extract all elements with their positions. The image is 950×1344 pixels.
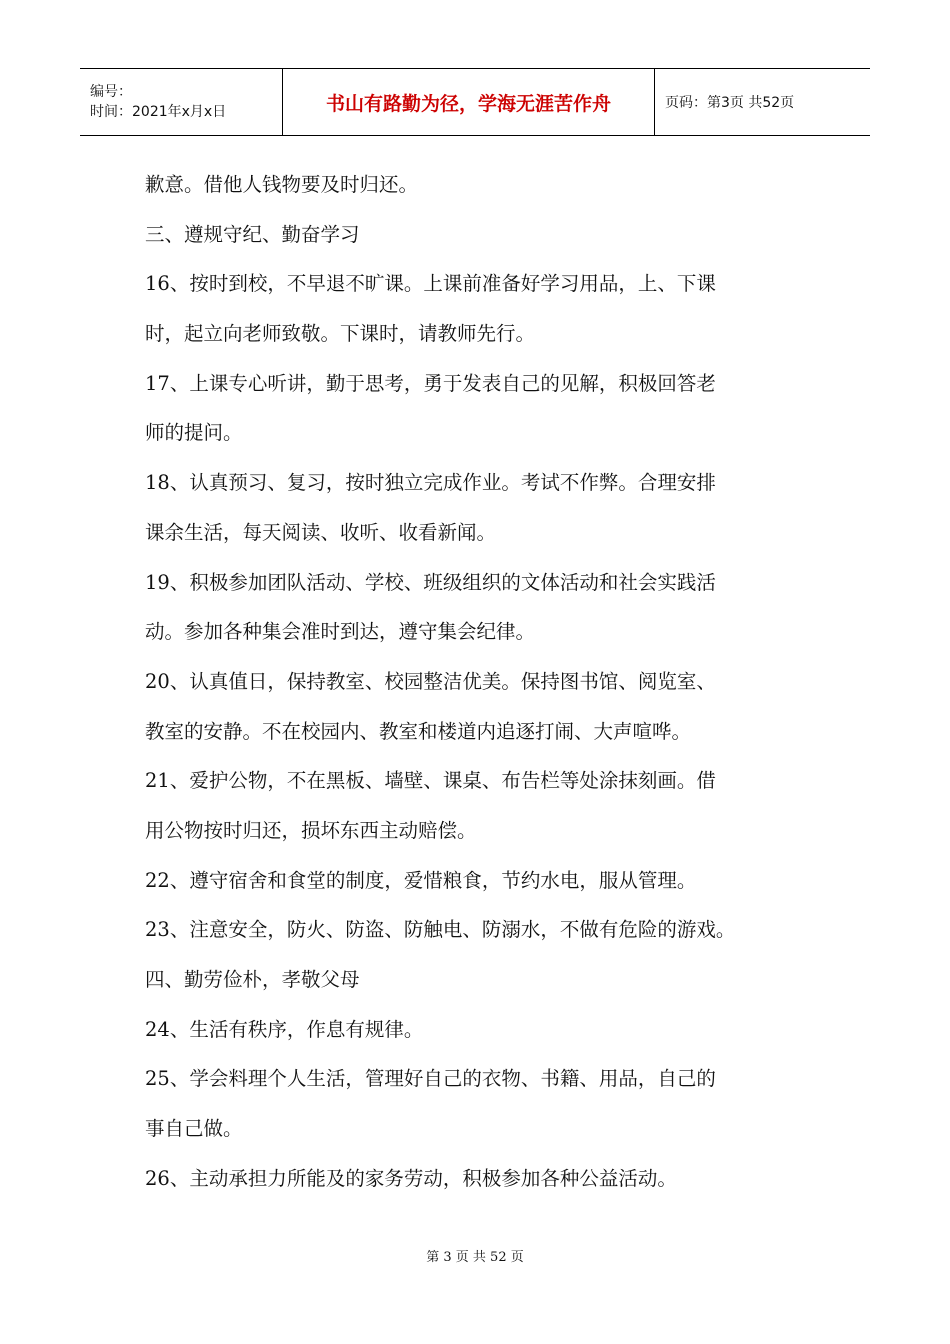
text-line: 时，起立向老师致敬。下课时，请教师先行。 xyxy=(145,322,536,346)
text-line: 歉意。借他人钱物要及时归还。 xyxy=(145,173,419,196)
document-date: 时间：2021年x月x日 xyxy=(90,104,227,120)
page-footer: 第 3 页 共 52 页 xyxy=(426,1250,524,1265)
header-motto: 书山有路勤为径，学海无涯苦作舟 xyxy=(325,92,611,115)
header-page-info: 页码：第3页 共52页 xyxy=(665,95,795,111)
text-line: 24、生活有秩序，作息有规律。 xyxy=(145,1017,424,1041)
text-line: 17、上课专心听讲，勤于思考，勇于发表自己的见解，积极回答老 xyxy=(145,371,716,395)
section-heading: 三、遵规守纪、勤奋学习 xyxy=(145,222,360,246)
text-line: 用公物按时归还，损坏东西主动赔偿。 xyxy=(145,818,477,842)
document-header xyxy=(80,68,870,136)
document-number-label: 编号： xyxy=(90,84,132,100)
text-line: 23、注意安全，防火、防盗、防触电、防溺水，不做有危险的游戏。 xyxy=(145,918,736,942)
text-line: 动。参加各种集会准时到达，遵守集会纪律。 xyxy=(145,620,536,644)
text-line: 事自己做。 xyxy=(145,1117,243,1141)
text-line: 20、认真值日，保持教室、校园整洁优美。保持图书馆、阅览室、 xyxy=(145,669,716,693)
text-line: 19、积极参加团队活动、学校、班级组织的文体活动和社会实践活 xyxy=(145,570,716,594)
text-line: 25、学会料理个人生活，管理好自己的衣物、书籍、用品，自己的 xyxy=(145,1067,716,1091)
section-heading: 四、勤劳俭朴，孝敬父母 xyxy=(145,968,360,991)
document-body xyxy=(145,160,813,1203)
text-line: 课余生活，每天阅读、收听、收看新闻。 xyxy=(145,520,497,544)
header-left-cell xyxy=(80,69,282,135)
text-line: 16、按时到校，不早退不旷课。上课前准备好学习用品，上、下课 xyxy=(145,272,716,296)
text-line: 18、认真预习、复习，按时独立完成作业。考试不作弊。合理安排 xyxy=(145,471,716,495)
text-line: 教室的安静。不在校园内、教室和楼道内追逐打闹、大声喧哗。 xyxy=(145,719,692,743)
text-line: 21、爱护公物，不在黑板、墙壁、课桌、布告栏等处涂抹刻画。借 xyxy=(145,769,716,793)
text-line: 师的提问。 xyxy=(145,421,243,445)
header-right-cell xyxy=(655,69,870,135)
text-line: 26、主动承担力所能及的家务劳动，积极参加各种公益活动。 xyxy=(145,1166,677,1190)
header-middle-cell xyxy=(282,69,655,135)
text-line: 22、遵守宿舍和食堂的制度，爱惜粮食，节约水电，服从管理。 xyxy=(145,868,697,892)
